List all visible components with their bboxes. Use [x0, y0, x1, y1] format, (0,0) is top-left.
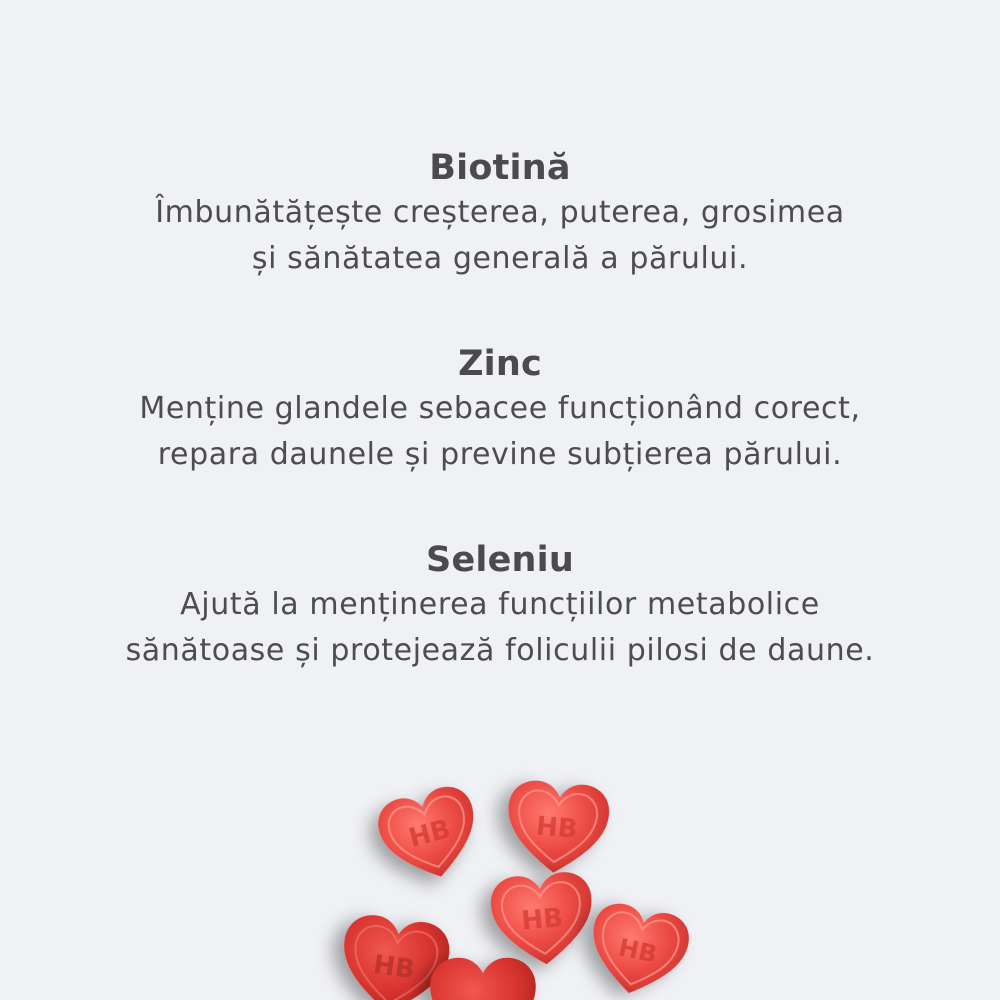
nutrient-seleniu [0, 538, 1000, 674]
svg-text:HB: HB [616, 933, 660, 969]
nutrient-title: Seleniu [426, 540, 574, 580]
nutrient-zinc [0, 342, 1000, 478]
gummy-heart [373, 781, 488, 889]
svg-text:HB: HB [405, 814, 454, 854]
nutrient-description-line: Ajută la menținerea funcțiilor metabolice [180, 587, 820, 622]
gummy-heart [430, 958, 536, 1000]
nutrient-description-line: sănătoase și protejează foliculii pilosi de daune. [125, 633, 875, 668]
svg-text:HB: HB [371, 949, 417, 986]
nutrient-title: Biotină [429, 148, 571, 188]
nutrient-description-line: Îmbunătățește creșterea, puterea, grosimea [155, 195, 845, 230]
gummies-illustration [300, 740, 720, 1000]
nutrient-description-line: și sănătatea generală a părului. [251, 241, 749, 276]
nutrient-description-line: Menține glandele sebacee funcționând corect, [139, 391, 861, 426]
gummy-heart [489, 870, 597, 969]
gummy-heart [503, 778, 611, 877]
nutrient-title: Zinc [458, 344, 542, 384]
svg-text:HB: HB [534, 811, 579, 845]
svg-text:HB: HB [520, 903, 565, 937]
heart-gummies-image [300, 740, 720, 1000]
nutrient-biotina [0, 146, 1000, 282]
nutrient-description-line: repara daunele și previne subțierea părului. [157, 437, 843, 472]
gummy-heart [582, 899, 694, 1000]
